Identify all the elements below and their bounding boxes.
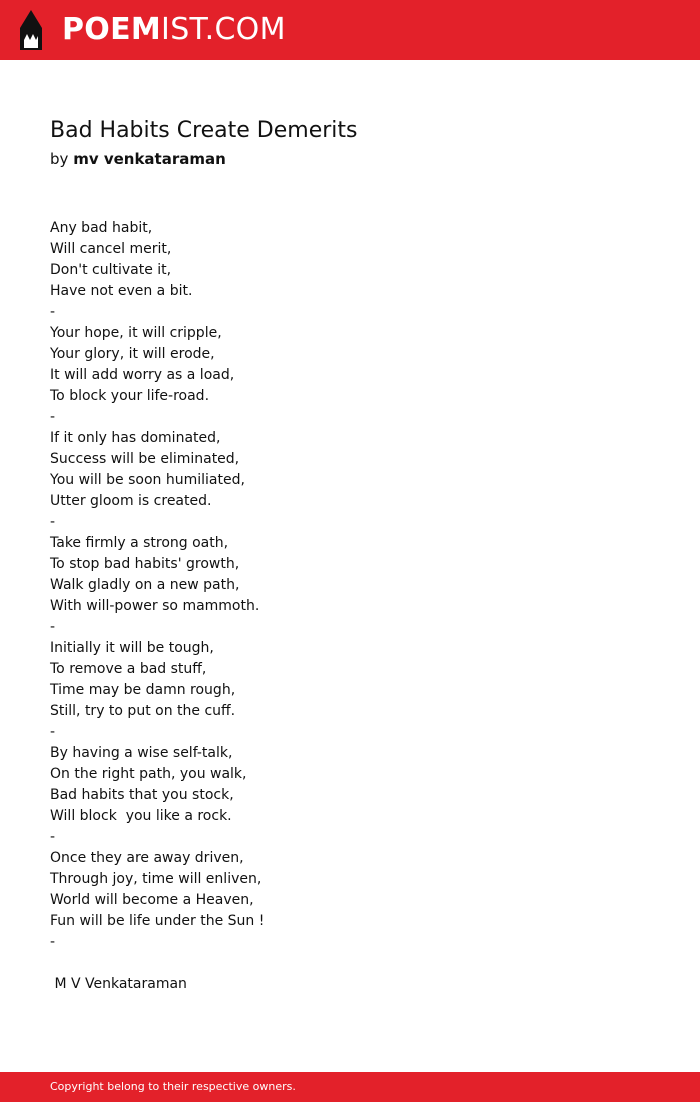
poem-line: To block your life-road. <box>50 388 210 404</box>
poem-line: If it only has dominated, <box>50 430 221 446</box>
poem-line: - <box>50 934 56 950</box>
poem-line: Initially it will be tough, <box>50 640 214 656</box>
poem-body <box>50 218 650 953</box>
poem-line: Bad habits that you stock, <box>50 787 234 803</box>
poem-line: - <box>50 829 56 845</box>
poem-title: Bad Habits Create Demerits <box>50 118 358 143</box>
poem-line: Still, try to put on the cuff. <box>50 703 236 719</box>
poem-line: To stop bad habits' growth, <box>50 556 240 572</box>
poem-signature: M V Venkataraman <box>50 976 187 992</box>
poem-line: Take firmly a strong oath, <box>50 535 229 551</box>
poem-line: With will-power so mammoth. <box>50 598 260 614</box>
site-logo[interactable] <box>62 12 286 48</box>
poem-author: mv venkataraman <box>73 150 226 168</box>
poem-line: Utter gloom is created. <box>50 493 212 509</box>
byline-prefix: by <box>50 150 69 168</box>
poem-line: Will cancel merit, <box>50 241 172 257</box>
poem-line: It will add worry as a load, <box>50 367 235 383</box>
poem-line: World will become a Heaven, <box>50 892 254 908</box>
poem-line: - <box>50 619 56 635</box>
poem-line: You will be soon humiliated, <box>50 472 245 488</box>
poem-line: - <box>50 514 56 530</box>
poem-line: Time may be damn rough, <box>50 682 236 698</box>
poem-line: Have not even a bit. <box>50 283 193 299</box>
poem-line: Any bad habit, <box>50 220 153 236</box>
poem-line: Once they are away driven, <box>50 850 244 866</box>
poem-line: Walk gladly on a new path, <box>50 577 240 593</box>
poem-line: Don't cultivate it, <box>50 262 172 278</box>
logo-light-text: IST.COM <box>161 12 286 47</box>
poem-line: By having a wise self-talk, <box>50 745 233 761</box>
site-header <box>0 0 700 60</box>
poem-line: Success will be eliminated, <box>50 451 240 467</box>
poem-line: To remove a bad stuff, <box>50 661 207 677</box>
poem-line: Your hope, it will cripple, <box>50 325 222 341</box>
copyright-text: Copyright belong to their respective owners. <box>50 1080 296 1093</box>
poem-line: - <box>50 724 56 740</box>
poem-line: Fun will be life under the Sun ! <box>50 913 265 929</box>
poem-line: - <box>50 304 56 320</box>
poem-line: - <box>50 409 56 425</box>
poem-byline <box>50 148 226 170</box>
poem-line: Will block you like a rock. <box>50 808 232 824</box>
poem-line: Through joy, time will enliven, <box>50 871 262 887</box>
poem-line: Your glory, it will erode, <box>50 346 215 362</box>
logo-bold-text: POEM <box>62 12 162 47</box>
site-footer <box>0 1072 700 1102</box>
poem-line: On the right path, you walk, <box>50 766 247 782</box>
pencil-tip-icon[interactable] <box>18 10 44 52</box>
